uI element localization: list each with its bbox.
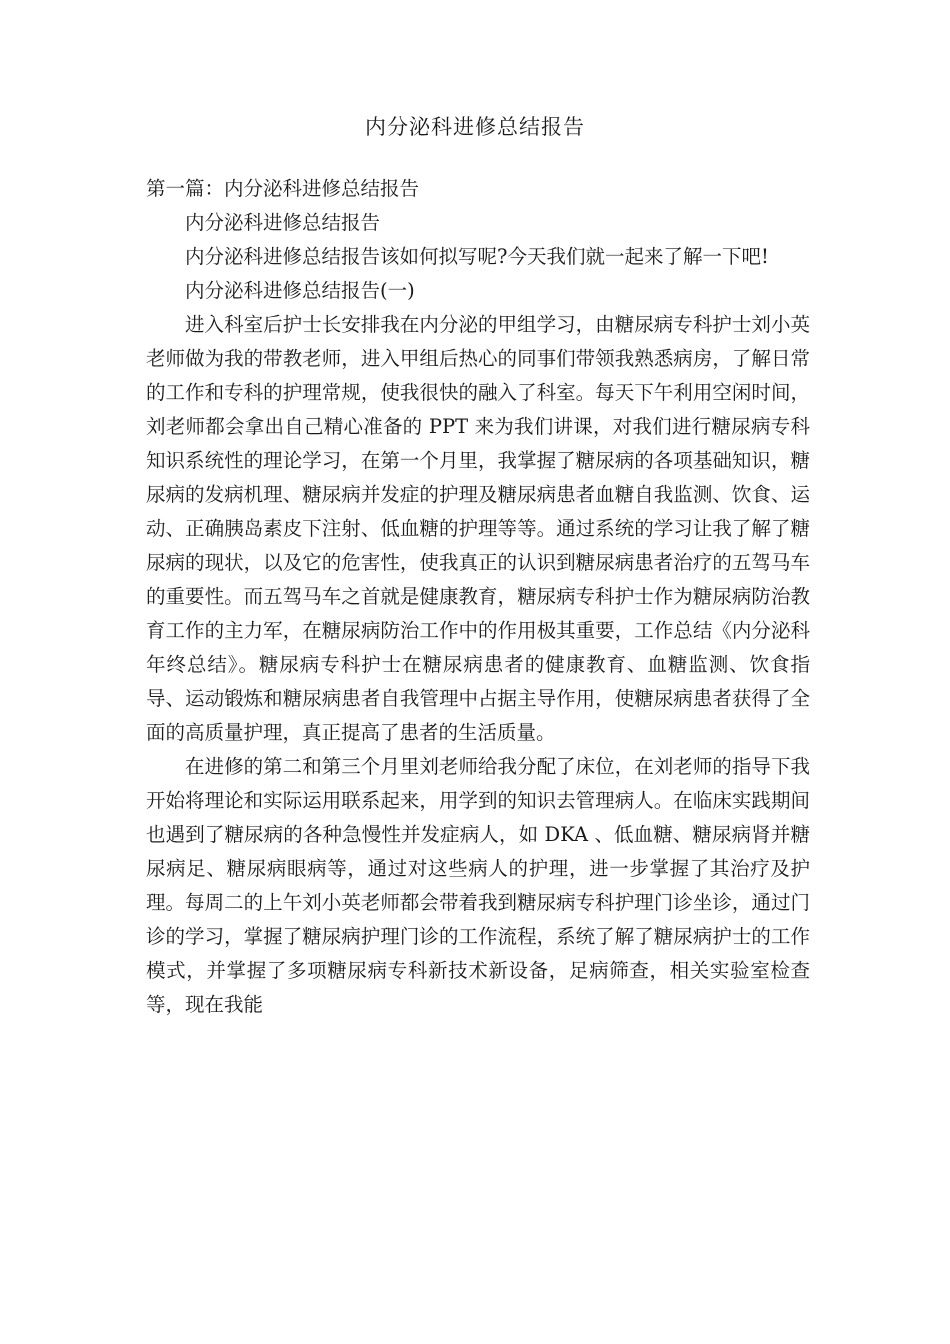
sub-heading: 内分泌科进修总结报告 (185, 211, 381, 234)
part-heading: 内分泌科进修总结报告(一) (185, 279, 415, 302)
body-paragraph-1: 进入科室后护士长安排我在内分泌的甲组学习，由糖尿病专科护士刘小英老师做为我的带教老师，进入甲组后热心的同事们带领我熟悉病房，了解日常的工作和专科的护理常规，使我很快的融入了科室。每天下午利用空闲时间，刘老师都会拿出自己精心准备的 PPT 来为我们讲课，对我们进行糖尿病专科知识系统性的理论学习，在第一个月里，我掌握了糖尿病的各项基础知识，糖尿病的发病机理、糖尿病并发症的护理及糖尿病患者血糖自我监测、饮食、运动、正确胰岛素皮下注射、低血糖的护理等等。通过系统的学习让我了解了糖尿病的现状，以及它的危害性，使我真正的认识到糖尿病患者治疗的五驾马车的重要性。而五驾马车之首就是健康教育，糖尿病专科护士作为糖尿病防治教育工作的主力军，在糖尿病防治工作中的作用极其重要，工作总结《内分泌科年终总结》。糖尿病专科护士在糖尿病患者的健康教育、血糖监测、饮食指导、运动锻炼和糖尿病患者自我管理中占据主导作用，使糖尿病患者获得了全面的高质量护理，真正提高了患者的生活质量。 (146, 313, 810, 744)
document-title: 内分泌科进修总结报告 (365, 115, 585, 139)
document-body (146, 172, 810, 1022)
body-paragraph-2: 在进修的第二和第三个月里刘老师给我分配了床位，在刘老师的指导下我开始将理论和实际运用联系起来，用学到的知识去管理病人。在临床实践期间也遇到了糖尿病的各种急慢性并发症病人，如 DKA 、低血糖、糖尿病肾并糖尿病足、糖尿病眼病等，通过对这些病人的护理，进一步掌握了其治疗及护理。每周二的上午刘小英老师都会带着我到糖尿病专科护理门诊坐诊，通过门诊的学习，掌握了糖尿病护理门诊的工作流程，系统了解了糖尿病护士的工作模式，并掌握了多项糖尿病专科新技术新设备，足病筛查，相关实验室检查等，现在我能 (146, 755, 810, 1016)
intro-paragraph: 内分泌科进修总结报告该如何拟写呢?今天我们就一起来了解一下吧! (185, 245, 769, 268)
section-heading: 第一篇：内分泌科进修总结报告 (146, 177, 420, 200)
